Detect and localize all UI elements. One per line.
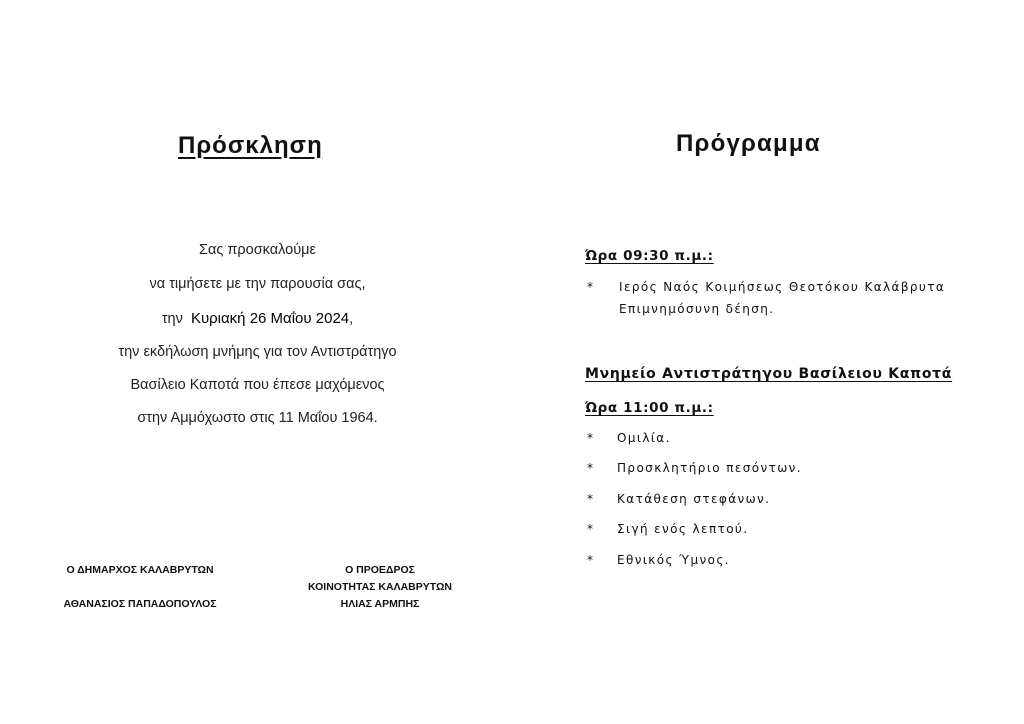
event-date: Κυριακή 26 Μαΐου 2024: [190, 310, 350, 327]
president-organization: ΚΟΙΝΟΤΗΤΑΣ ΚΑΛΑΒΡΥΤΩΝ: [308, 581, 452, 593]
program-item-label: Εθνικός Ύμνος.: [617, 553, 730, 567]
program-title: Πρόγραμμα: [676, 130, 821, 157]
program-item-label: Προσκλητήριο πεσόντων.: [617, 461, 802, 475]
program-item: [587, 553, 887, 569]
invitation-line-3: [80, 310, 435, 327]
president-name: ΗΛΙΑΣ ΑΡΜΠΗΣ: [340, 598, 420, 610]
memorial-service: Επιμνημόσυνη δέηση.: [619, 302, 775, 316]
bullet-marker: *: [587, 522, 595, 536]
program-item-label: Ομιλία.: [617, 431, 671, 445]
program-item-church: [587, 280, 967, 320]
bullet-marker: *: [587, 280, 595, 294]
bullet-marker: *: [587, 431, 595, 445]
invitation-title: Πρόσκληση: [178, 132, 323, 159]
invitation-line-6: στην Αμμόχωστο στις 11 Μαΐου 1964.: [137, 410, 378, 426]
invitation-line-5: Βασίλειο Καποτά που έπεσε μαχόμενος: [130, 377, 385, 393]
mayor-title: Ο ΔΗΜΑΡΧΟΣ ΚΑΛΑΒΡΥΤΩΝ: [66, 564, 214, 576]
program-item-label: Σιγή ενός λεπτού.: [617, 522, 749, 536]
invitation-line-1: Σας προσκαλούμε: [199, 242, 316, 258]
program-item: [587, 431, 887, 447]
invitation-line-4: την εκδήλωση μνήμης για τον Αντιστράτηγο: [118, 344, 397, 360]
program-item: [587, 461, 887, 477]
program-time-2: Ώρα 11:00 π.μ.:: [585, 400, 714, 416]
monument-heading: Μνημείο Αντιστράτηγου Βασίλειου Καποτά: [585, 366, 953, 382]
bullet-marker: *: [587, 492, 595, 506]
church-name: Ιερός Ναός Κοιμήσεως Θεοτόκου Καλάβρυτα: [619, 280, 946, 294]
program-item: [587, 522, 887, 538]
invitation-line-2: να τιμήσετε με την παρουσία σας,: [149, 276, 366, 292]
bullet-marker: *: [587, 461, 595, 475]
program-time-1: Ώρα 09:30 π.μ.:: [585, 248, 714, 264]
bullet-marker: *: [587, 553, 595, 567]
program-item-label: Κατάθεση στεφάνων.: [617, 492, 771, 506]
invitation-line-3-suffix: ,: [349, 311, 354, 327]
program-item: [587, 492, 887, 508]
invitation-line-3-prefix: την: [161, 311, 183, 327]
mayor-name: ΑΘΑΝΑΣΙΟΣ ΠΑΠΑΔΟΠΟΥΛΟΣ: [63, 598, 217, 610]
president-title: Ο ΠΡΟΕΔΡΟΣ: [345, 564, 415, 576]
